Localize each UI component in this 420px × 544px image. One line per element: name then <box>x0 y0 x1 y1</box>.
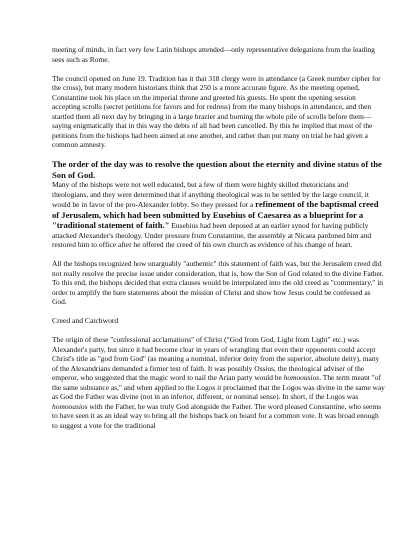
paragraph-3-bold-lead: The order of the day was to resolve the question about the eternity and divine status of the Son of God. <box>52 159 382 180</box>
section-heading: Creed and Catchword <box>52 316 119 325</box>
paragraph-5-text-a: The origin of these "confessional acclamations" of Christ ("God from God, Light from Light" etc.) was Alexander's party, but since it had become clear in years of wrangling that even their opponents could accept Christ's title as "god from God" (as meaning a nominal, inferior deity from the superior, absolute deity), many of the Alexandrians demanded a firmer test of faith. It was possibly Ossius, the theological adviser of the emperor, who suggested that the magic word to nail the Arian party would be <box>52 335 380 382</box>
paragraph-5-text-c: with the Father, he was truly God alongside the Father. The word pleased Constantine, who seems to have seen it as an ideal way to bring all the bishops back on board for a common vote. It was broad enough to suggest a vote for the traditional <box>52 401 382 430</box>
paragraph-5-term-1: homoousios <box>283 373 320 382</box>
paragraph-3-text-b: Eusebius had been deposed at an earlier synod for having publicly attacked Alexander's theology. Under pressure from Constantine, the assembly at Nicaea pardoned him and restored him to office after he offered the creed of his own church as evidence of his change of heart. <box>52 221 372 249</box>
paragraph-2: The council opened on June 19. Tradition has it that 318 clergy were in attendance (a Greek number cipher for the cross), but many modern historians think that 250 is a more accurate figure. As the meeting opened, Constantine took his place on the imperial throne and greeted his guests. He spent the opening session accepting scrolls (secret petitions for favors and for redress) from the many bishops in attendance, and then startled them all next day by bringing in a large brazier and burning the whole pile of scrolls before them—saying enigmatically that in this way the debts of all had been cancelled. By this he implied that most of the petitions from the bishops had been aimed at one another, and rather than put many on trial he had given a common amnesty. <box>52 73 381 149</box>
paragraph-5-term-2: homoousios <box>52 401 88 411</box>
paragraph-5 <box>52 335 386 430</box>
paragraph-3-text-a: Many of the bishops were not well educated, but a few of them were highly skilled rhetoricians and theologians, and they were determined that if anything theological was to be settled by the large council, it would be in favor of the pro-Alexander lobby. So they pressed for a <box>52 180 369 209</box>
document-page <box>52 45 386 430</box>
paragraph-3 <box>52 159 386 250</box>
paragraph-5-text-b: . The term meant "of the same substance as," and when applied to the Logos it proclaimed that the Logos was divine in the same way as God the Father was divine (not in an inferior, different, or nominal sense). In short, if the Logos was <box>52 373 385 401</box>
paragraph-3-bold-inline: refinement of the baptismal creed of Jerusalem, which had been submitted by Eusebius of Caesarea as a blueprint for a "traditional statement of faith." <box>52 199 379 230</box>
paragraph-4: All the bishops recognized how unarguably "authentic" this statement of faith was, but the Jerusalem creed did not really resolve the precise issue under consideration, that is, how the Son of God related to the divine Father. To this end, the bishops decided that extra clauses would be interpolated into the old creed as "commentary," in order to amplify the bare statements about the mission of Christ and show how Jesus could be confessed as God. <box>52 259 384 306</box>
paragraph-1: meeting of minds, in fact very few Latin bishops attended—only representative delegations from the leading sees such as Rome. <box>52 45 375 64</box>
